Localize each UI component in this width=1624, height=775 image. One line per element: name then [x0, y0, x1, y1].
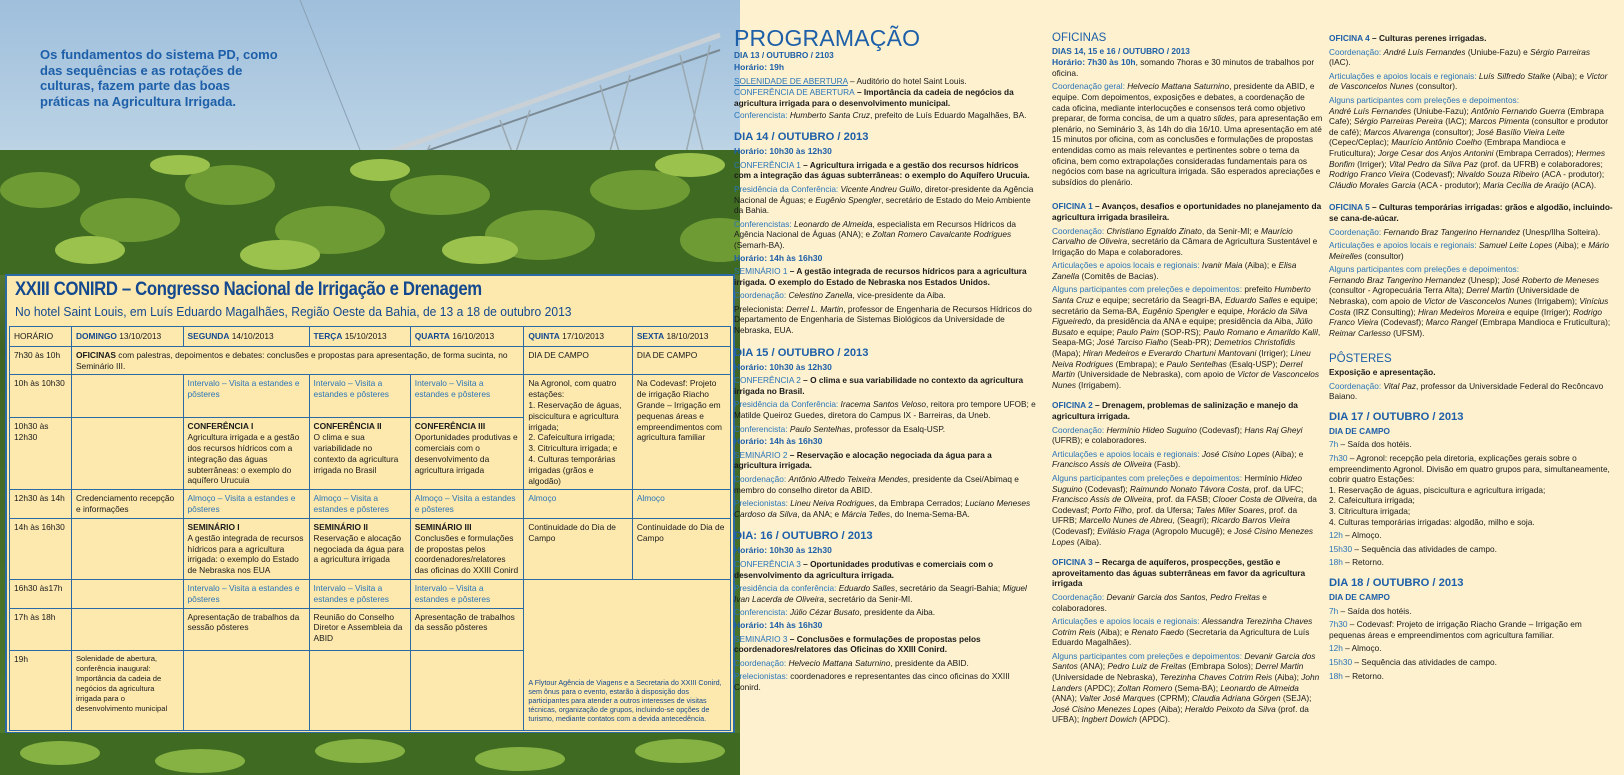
sexta-cell: DIA DE CAMPO [632, 346, 730, 375]
almoco-cell: Almoço – Visita a estandes e pôsteres [410, 490, 524, 519]
empty-cell [309, 650, 410, 730]
conferencia-2-cell: CONFERÊNCIA II O clima e sua variabilidade no contexto da agricultura irrigada no Brasil [309, 418, 410, 490]
seminario-3-cell: SEMINÁRIO III Conclusões e formulações de propostas pelos coordenadores/relatores das oficinas do XXIII Conird [410, 518, 524, 579]
credenciamento-cell: Credenciamento recepção e informações [71, 490, 183, 519]
time-cell: 19h [10, 650, 72, 730]
oficina-4: OFICINA 4 – Culturas perenes irrigadas. Coordenação: André Luís Fernandes (Uniube-Fazu) e Sérgio Parreiras (IAC). Articulações e apoios locais e regionais: Luís Silfredo Stalke (Aiba); e Victor de Vasconcelos Nunes (consultor). Alguns participantes com preleções e depoimentos: André Luís Fernandes (Uniube-Fazu); Antônio Fernando Guerra (Embrapa Cafe); Sérgio Parreiras Pereira (IAC); Marcos Pimenta (consultor e produtor de café); Marcos Alvarenga (consultor); José Basílio Vieira Leite (Cepec/Ceplac); Maurício Antônio Coelho (Embrapa Mandioca e Fruticultura); Jorge Cesar dos Anjos Antonini (Embrapa Cerrados); Hermes Bonfim (Irriger); Vital Pedro da Silva Paz (prof. da UFRB) e colaboradores; Rodrigo Franco Vieira (Codevasf); Nivaldo Souza Ribeiro (ACA - produtor); Cláudio Morales Garcia (ACA - produtor); Maria Cecília de Araújo (ACA). [1329, 33, 1609, 190]
time-cell: 10h30 às 12h30 [10, 418, 72, 490]
time-cell: 10h às 10h30 [10, 375, 72, 418]
oficinas-dates: DIAS 14, 15 e 16 / OUTUBRO / 2013 [1052, 45, 1190, 56]
oficina-3: OFICINA 3 – Recarga de aquíferos, prospecções, gestão e aproveitamento das águas subterrâneas em favor da agricultura irrigada Coordenação: Devanir Garcia dos Santos, Pedro Freitas e colaboradores. Articulações e apoios locais e regionais: Alessandra Terezinha Chaves Cotrim Reis (Aiba); e Renato Faedo (Secretaria da Agricultura de Luís Eduardo Magalhães). Alguns participantes com preleções e depoimentos: Devanir Garcia dos Santos (ANA); Pedro Luiz de Freitas (Embrapa Solos); Derrel Martin (Universidade de Nebraska), Terezinha Chaves Cotrim Reis (Aiba); John Landers (APDC); Zoltan Romero (Sema-BA); Leonardo de Almeida (ANA); Valter José Marques (CPRM); Claudia Adriana Görgen (SEJA); José Cisino Menezes Lopes (Aiba); Heraldo Peixoto da Silva (prof. da UFBA); Ingbert Dowich (APDC). [1052, 557, 1320, 725]
conferencia-1-cell: CONFERÊNCIA I Agricultura irrigada e a gestão dos recursos hídricos com a integração das águas subterrâneas: o exemplo do aquífero Urucuia [183, 418, 309, 490]
header-domingo: DOMINGO 13/10/2013 [71, 327, 183, 347]
reuniao-cell: Reunião do Conselho Diretor e Assembleia da ABID [309, 608, 410, 650]
day-heading: DIA 17 / OUTUBRO / 2013 [1329, 410, 1464, 423]
sexta-field-day-cell: Na Codevasf: Projeto de irrigação Riacho Grande – Irrigação em pequenas áreas e empreendimentos com agricultura familiar [632, 375, 730, 490]
quinta-cell: DIA DE CAMPO [524, 346, 632, 375]
header-horario: HORÁRIO [10, 327, 72, 347]
empty-cell [183, 650, 309, 730]
schedule-item: 7h30 – Codevasf: Projeto de irrigação Riacho Grande – Irrigação em pequenas áreas e empreendimentos com agricultura familiar. [1329, 619, 1582, 640]
day-heading: DIA 13 / OUTUBRO / 2103 [734, 49, 834, 60]
congress-title: XXIII CONIRD – Congresso Nacional de Irrigação e Drenagem [15, 279, 482, 300]
table-row [10, 579, 731, 608]
programacao-title: PROGRAMAÇÃO [734, 25, 921, 51]
posteres-cell: Apresentação de trabalhos da sessão pôsteres [183, 608, 309, 650]
left-panel [0, 0, 740, 775]
oficinas-column: OFICINAS DIAS 14, 15 e 16 / OUTUBRO / 2013 Horário: 7h30 às 10h, somando 7horas e 30 minutos de trabalhos por oficina. Coordenação geral: Helvecio Mattana Saturnino, presidente da ABID, e equipe. Com depoimentos, exposições e debates, a coordenação de cada oficina, mediante interlocuções e consensos terá como objetivo preparar, de forma concisa, de um a quatro slides, para apresentação em plenário, no Seminário 3, às 14h do dia 16/10. Uma apresentação em até 15 minutos por oficina, com as conclusões e formulações de propostas entendidas como as mais relevantes e pertinentes sobre o tema da oficina, bem como extrapolações consideradas fundamentais para os negócios com base na agricultura irrigada. São esperados apreciações e subsídios do plenário. OFICINA 1 – Avanços, desafios e oportunidades no planejamento da agricultura irrigada brasileira. Coordenação: Christiano Egnaldo Zinato, da Senir-MI; e Maurício Carvalho de Oliveira, secretário da Câmara de Agricultura Sustentável e Irrigação do Mapa e colaboradores. Articulações e apoios locais e regionais: Ivanir Maia (Aiba); e Elisa Zanella (Comitês de Bacias). Alguns participantes com preleções e depoimentos: prefeito Humberto Santa Cruz e equipe; secretário da Seagri-BA, Eduardo Salles e equipe; secretário da Sema-BA, Eugênio Spengler e equipe, Horácio da Silva Figueiredo, da presidência da ANA e equipe; presidência da Aiba, Júlio Busato e equipe; Paulo Paim (SOP-RS); Paulo Romano e Amarildo Kalil, Seapa-MG; José Tarciso Fialho (Seab-PR); Demetrios Christofidis (Mapa); Hiran Medeiros e Everardo Chartuni Mantovani (Irriger); Lineu Neiva Rodrigues (Embrapa); e Paulo Sentelhas (Esalq-USP); Derrel Martin (Universidade de Nebraska), com apoio de Victor de Vasconcelos Nunes (Irrigabem). OFICINA 2 – Drenagem, problemas de salinização e manejo da agricultura irrigada. Coordenação: Hermínio Hideo Suguino (Codevasf); Hans Raj Gheyi (UFRB); e colaboradores. Articulações e apoios locais e regionais: José Cisino Lopes (Aiba); e Francisco Assis de Oliveira (Fasb). Alguns participantes com preleções e depoimentos: Hermínio Hideo Suguino (Codevasf); Raimundo Nonato Távora Costa, prof. da UFC; Francisco Assis de Oliveira, prof. da FASB; Clooer Costa de Oliveira, da Codevasf; Porto Filho, prof. da Ufersa; Tales Miler Soares, prof. da UFRB; Marcello Nunes de Abreu, (Seagri); Ricardo Barros Vieira (Codevasf); Evilásio Fraga (Agropolo Mucugê); e José Cisino Menezes Lopes (Aiba). OFICINA 3 – Recarga de aquíferos, prospecções, gestão e aproveitamento das águas subterrâneas em favor da agricultura irrigada Coordenação: Devanir Garcia dos Santos, Pedro Freitas e colaboradores. Articulações e apoios locais e regionais: Alessandra Terezinha Chaves Cotrim Reis (Aiba); e Renato Faedo (Secretaria da Agricultura de Luís Eduardo Magalhães). Alguns participantes com preleções e depoimentos: Devanir Garcia dos Santos (ANA); Pedro Luiz de Freitas (Embrapa Solos); Derrel Martin (Universidade de Nebraska), Terezinha Chaves Cotrim Reis (Aiba); John Landers (APDC); Zoltan Romero (Sema-BA); Leonardo de Almeida (ANA); Valter José Marques (CPRM); Claudia Adriana Görgen (SEJA); José Cisino Menezes Lopes (Aiba); Heraldo Peixoto da Silva (prof. da UFBA); Ingbert Dowich (APDC). [1052, 32, 1323, 725]
empty-cell [71, 579, 183, 608]
oficinas-cell: OFICINAS com palestras, depoimentos e debates: conclusões e propostas para apresentação, de forma sucinta, no Seminário III. [71, 346, 523, 375]
oficina-5: OFICINA 5 – Culturas temporárias irrigadas: grãos e algodão, incluindo-se cana-de-aúcar. Coordenação: Fernando Braz Tangerino Hernandez (Unesp/Ilha Solteira). Articulações e apoios locais e regionais: Samuel Leite Lopes (Aiba); e Mário Meirelles (consultor) Alguns participantes com preleções e depoimentos: Fernando Braz Tangerino Hernandez (Unesp); José Roberto de Meneses (consultor - Agropecuária Terra Alta); Derrel Martin (Universidade de Nebraska), com apoio de Victor de Vasconcelos Nunes (Irrigabem); Vinícius Costa (IRZ Consulting); Hiran Medeiros Moreira e equipe (Irriger); Rodrigo Franco Vieira (Codevasf); Marco Rangel (Embrapa Mandioca e Fruticultura); Reimar Carlesso (UFSM). [1329, 202, 1613, 338]
almoco-cell: Almoço [524, 490, 632, 519]
empty-cell [71, 518, 183, 579]
day-heading: DIA 18 / OUTUBRO / 2013 [1329, 576, 1464, 589]
right-panel [734, 0, 1624, 775]
intervalo-cell: Intervalo – Visita a estandes e pôsteres [183, 375, 309, 418]
crop-leaves-image [0, 150, 740, 275]
seminario-2-cell: SEMINÁRIO II Reservação e alocação negociada da água para a agricultura irrigada [309, 518, 410, 579]
day-heading: DIA: 16 / OUTUBRO / 2013 [734, 530, 873, 543]
schedule-item: 12h – Almoço. [1329, 643, 1382, 654]
schedule-item: 18h – Retorno. [1329, 557, 1384, 568]
schedule-item: 7h30 – Agronol: recepção pela diretoria, explicações gerais sobre o empreendimento Agronol. Divisão em quatro grupos para, simultaneamente, cobrir quatro Estações: 1. Reservação de águas, piscicultura e agricultura irrigada; 2. Cafeicultura irrigada; 3. Citricultura irrigada; 4. Culturas temporárias irrigadas: algodão, milho e soja. [1329, 453, 1610, 527]
table-row [10, 375, 731, 418]
schedule-panel [5, 274, 735, 734]
day-18-section: DIA 18 / OUTUBRO / 2013 DIA DE CAMPO 7h – Saída dos hotéis. 7h30 – Codevasf: Projeto de irrigação Riacho Grande – Irrigação em pequenas áreas e empreendimentos com agricultura familiar. 12h – Almoço. 15h30 – Sequência das atividades de campo. 18h – Retorno. [1329, 576, 1614, 681]
intervalo-cell: Intervalo – Visita a estandes e pôsteres [183, 579, 309, 608]
header-segunda: SEGUNDA 14/10/2013 [183, 327, 309, 347]
congress-subtitle: No hotel Saint Louis, em Luís Eduardo Magalhães, Região Oeste da Bahia, de 13 a 18 de outubro 2013 [15, 304, 572, 319]
continuidade-cell: Continuidade do Dia de Campo [632, 518, 730, 579]
header-quinta: QUINTA 17/10/2013 [524, 327, 632, 347]
day-15-section: DIA 15 / OUTUBRO / 2013 Horário: 10h30 às 12h30 CONFERÊNCIA 2 – O clima e sua variabilidade no contexto da agricultura irrigada no Brasil. Presidência da Conferência: Iracema Santos Veloso, reitora pro tempore UFOB; e Matilde Queiroz Guedes, diretora do Campus IX - Barreiras, da Uneb. Conferencista: Paulo Sentelhas, professor da Esalq-USP. Horário: 14h às 16h30 SEMINÁRIO 2 – Reservação e alocação negociada da água para a agricultura irrigada. Coordenação: Antônio Alfredo Teixeira Mendes, presidente da Csei/Abimaq e membro do conselho diretor da ABID. Prelecionistas: Lineu Neiva Rodrigues, da Embrapa Cerrados; Luciano Meneses Cardoso da Silva, da ANA; e Márcia Telles, do Inema-Sema-BA. [734, 346, 1036, 519]
day-heading: DIA 14 / OUTUBRO / 2013 [734, 131, 869, 144]
oficinas-continued-column [1329, 0, 1614, 681]
horario: Horário: 19h [734, 62, 785, 73]
tagline: Os fundamentos do sistema PD, como das sequências e as rotações de culturas, fazem parte das boas práticas na Agricultura Irrigada. [40, 47, 278, 109]
continuidade-cell: Continuidade do Dia de Campo [524, 518, 632, 579]
almoco-cell: Almoço [632, 490, 730, 519]
table-row [10, 490, 731, 519]
time-cell: 17h às 18h [10, 608, 72, 650]
schedule-item: 12h – Almoço. [1329, 530, 1382, 541]
posteres-title: PÔSTERES [1329, 353, 1392, 366]
header-sexta: SEXTA 18/10/2013 [632, 327, 730, 347]
programacao-column [734, 0, 1036, 693]
schedule-item: 15h30 – Sequência das atividades de campo. [1329, 656, 1497, 667]
table-header-row [10, 327, 731, 347]
oficinas-title: OFICINAS [1052, 32, 1107, 44]
schedule-item: 7h – Saída dos hotéis. [1329, 439, 1412, 450]
empty-cell [71, 418, 183, 490]
schedule-item: 7h – Saída dos hotéis. [1329, 605, 1412, 616]
time-cell: 12h30 às 14h [10, 490, 72, 519]
schedule-item: 18h – Retorno. [1329, 670, 1384, 681]
header-quarta: QUARTA 16/10/2013 [410, 327, 524, 347]
empty-cell [410, 650, 524, 730]
table-row [10, 518, 731, 579]
seminario-1-cell: SEMINÁRIO I A gestão integrada de recursos hídricos para a agricultura irrigada: o exemplo do Estado de Nebraska nos EUA [183, 518, 309, 579]
almoco-cell: Almoço – Visita a estandes e pôsteres [183, 490, 309, 519]
intervalo-cell: Intervalo – Visita a estandes e pôsteres [309, 579, 410, 608]
time-cell: 16h30 às17h [10, 579, 72, 608]
posteres-section: PÔSTERES Exposição e apresentação. Coordenação: Vital Paz, professor da Universidade Federal do Recôncavo Baiano. [1329, 354, 1614, 401]
empty-cell [71, 608, 183, 650]
almoco-cell: Almoço – Visita a estandes e pôsteres [309, 490, 410, 519]
solenidade-cell: Solenidade de abertura, conferência inaugural: Importância da cadeia de negócios da agricultura irrigada para o desenvolvimento municipal [71, 650, 183, 730]
oficina-1: OFICINA 1 – Avanços, desafios e oportunidades no planejamento da agricultura irrigada brasileira. Coordenação: Christiano Egnaldo Zinato, da Senir-MI; e Maurício Carvalho de Oliveira, secretário da Câmara de Agricultura Sustentável e Irrigação do Mapa e colaboradores. Articulações e apoios locais e regionais: Ivanir Maia (Aiba); e Elisa Zanella (Comitês de Bacias). Alguns participantes com preleções e depoimentos: prefeito Humberto Santa Cruz e equipe; secretário da Seagri-BA, Eduardo Salles e equipe; secretário da Sema-BA, Eugênio Spengler e equipe, Horácio da Silva Figueiredo, da presidência da ANA e equipe; presidência da Aiba, Júlio Busato e equipe; Paulo Paim (SOP-RS); Paulo Romano e Amarildo Kalil, Seapa-MG; José Tarciso Fialho (Seab-PR); Demetrios Christofidis (Mapa); Hiran Medeiros e Everardo Chartuni Mantovani (Irriger); Lineu Neiva Rodrigues (Embrapa); e Paulo Sentelhas (Esalq-USP); Derrel Martin (Universidade de Nebraska), com apoio de Victor de Vasconcelos Nunes (Irrigabem). [1052, 201, 1322, 390]
time-cell: 7h30 às 10h [10, 346, 72, 375]
flytour-note: A Flytour Agência de Viagens e a Secretaria do XXIII Conird, sem ônus para o evento, estarão à disposição dos participantes para atender a outros interesses de visitas técnicas, organização de grupos, incluindo-se opções de turismo, mediante contatos com a devida antecedência. [524, 579, 731, 730]
empty-cell [71, 375, 183, 418]
day-14-section: DIA 14 / OUTUBRO / 2013 Horário: 10h30 às 12h30 CONFERÊNCIA 1 – Agricultura irrigada e a gestão dos recursos hídricos com a integração das águas subterrâneas: o exemplo do Aquífero Urucuia. Presidência da Conferência: Vicente Andreu Guillo, diretor-presidente da Agência Nacional de Águas; e Eugênio Spengler, secretário de Estado do Meio Ambiente da Bahia. Conferencistas: Leonardo de Almeida, especialista em Recursos Hídricos da Agência Nacional de Águas (ANA); e Zoltan Romero Cavalcante Rodrigues (Semarh-BA). Horário: 14h às 16h30 SEMINÁRIO 1 – A gestão integrada de recursos hídricos para a agricultura irrigada. O exemplo do Estado de Nebraska nos Estados Unidos. Coordenação: Celestino Zanella, vice-presidente da Aiba. Prelecionista: Derrel L. Martin, professor de Engenharia de Recursos Hídricos do Departamento de Engenharia de Sistemas Biológicos da Universidade de Nebraska, EUA. [734, 130, 1036, 336]
schedule-item: 15h30 – Sequência das atividades de campo. [1329, 543, 1497, 554]
intervalo-cell: Intervalo – Visita a estandes e pôsteres [309, 375, 410, 418]
schedule-table [9, 326, 731, 731]
intervalo-cell: Intervalo – Visita a estandes e pôsteres [410, 375, 524, 418]
header-terca: TERÇA 15/10/2013 [309, 327, 410, 347]
day-16-section: DIA: 16 / OUTUBRO / 2013 Horário: 10h30 às 12h30 CONFERÊNCIA 3 – Oportunidades produtivas e comerciais com o desenvolvimento da agricultura irrigada. Presidência da conferência: Eduardo Salles, secretário da Seagri-Bahia; Miguel Ivan Lacerda de Oliveira, secretário da Senir-MI. Conferencista: Júlio Cézar Busato, presidente da Aiba. Horário: 14h às 16h30 SEMINÁRIO 3 – Conclusões e formulações de propostas pelos coordenadores/relatores das Oficinas do XXIII Conird. Coordenação: Helvecio Mattana Saturnino, presidente da ABID. Prelecionistas: coordenadores e representantes das cinco oficinas do XXIII Conird. [734, 529, 1036, 692]
conferencia-3-cell: CONFERÊNCIA III Oportunidades produtivas e comerciais com o desenvolvimento da agricultura irrigada [410, 418, 524, 490]
table-row [10, 346, 731, 375]
time-cell: 14h às 16h30 [10, 518, 72, 579]
day-13-section: DIA 13 / OUTUBRO / 2103 Horário: 19h SOLENIDADE DE ABERTURA – Auditório do hotel Saint Louis. CONFERÊNCIA DE ABERTURA – Importância da cadeia de negócios da agricultura irrigada para o desenvolvimento municipal. Conferencista: Humberto Santa Cruz, prefeito de Luís Eduardo Magalhães, BA. [734, 50, 1036, 121]
oficina-2: OFICINA 2 – Drenagem, problemas de salinização e manejo da agricultura irrigada. Coordenação: Hermínio Hideo Suguino (Codevasf); Hans Raj Gheyi (UFRB); e colaboradores. Articulações e apoios locais e regionais: José Cisino Lopes (Aiba); e Francisco Assis de Oliveira (Fasb). Alguns participantes com preleções e depoimentos: Hermínio Hideo Suguino (Codevasf); Raimundo Nonato Távora Costa, prof. da UFC; Francisco Assis de Oliveira, prof. da FASB; Clooer Costa de Oliveira, da Codevasf; Porto Filho, prof. da Ufersa; Tales Miler Soares, prof. da UFRB; Marcello Nunes de Abreu, (Seagri); Ricardo Barros Vieira (Codevasf); Evilásio Fraga (Agropolo Mucugê); e José Cisino Menezes Lopes (Aiba). [1052, 400, 1317, 547]
intervalo-cell: Intervalo – Visita a estandes e pôsteres [410, 579, 524, 608]
day-heading: DIA 15 / OUTUBRO / 2013 [734, 346, 869, 359]
posteres-cell: Apresentação de trabalhos da sessão pôsteres [410, 608, 524, 650]
day-17-section: DIA 17 / OUTUBRO / 2013 DIA DE CAMPO 7h – Saída dos hotéis. 7h30 – Agronol: recepção pela diretoria, explicações gerais sobre o empreendimento Agronol. Divisão em quatro grupos para, simultaneamente, cobrir quatro Estações: 1. Reservação de águas, piscicultura e agricultura irrigada; 2. Cafeicultura irrigada; 3. Citricultura irrigada; 4. Culturas temporárias irrigadas: algodão, milho e soja. 12h – Almoço. 15h30 – Sequência das atividades de campo. 18h – Retorno. [1329, 410, 1614, 568]
quinta-field-day-cell: Na Agronol, com quatro estações: 1. Reservação de águas, piscicultura e agricultura irrigada; 2. Cafeicultura irrigada; 3. Citricultura irrigada; e 4. Culturas temporárias irrigadas (grãos e algodão) [524, 375, 632, 490]
crop-leaves-bottom-image [0, 733, 740, 775]
